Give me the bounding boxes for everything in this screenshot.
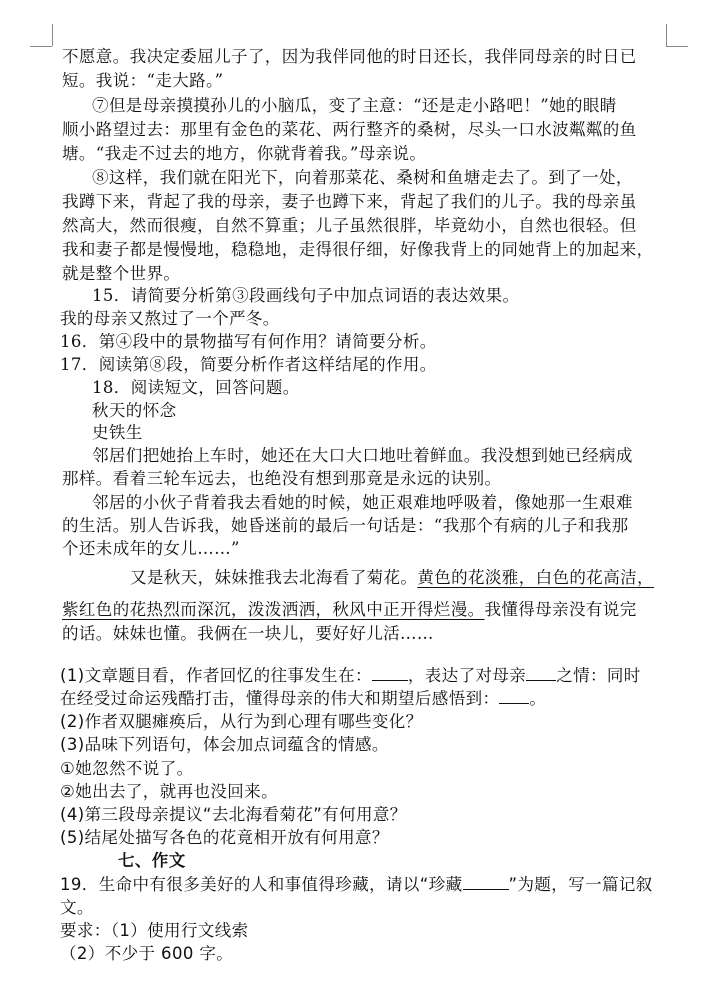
sub-question-1-text-a: (1)文章题目看，作者回忆的往事发生在： bbox=[60, 666, 372, 685]
sub-question-1-text-b: ，表达了对母亲 bbox=[407, 666, 527, 685]
sub-question-3-item-1: ①她忽然不说了。 bbox=[60, 759, 194, 778]
para-7-line-1: ⑦但是母亲摸摸孙儿的小脑瓜，变了主意：“还是走小路吧！”她的眼睛 bbox=[92, 96, 617, 115]
article-para-2-line-3: 个还未成年的女儿……” bbox=[62, 539, 240, 558]
answer-blank-3[interactable] bbox=[499, 687, 529, 704]
article-para-2-line-2: 的生活。别人告诉我，她昏迷前的最后一句话是：“我那个有病的儿子和我那 bbox=[62, 516, 629, 535]
underlined-sentence-part-2: 紫红色的花热烈而深沉，泼泼洒洒，秋风中正开得烂漫。 bbox=[62, 600, 485, 619]
article-para-3-line-1 bbox=[130, 566, 654, 590]
crop-mark-right-h bbox=[666, 46, 688, 47]
question-17: 17．阅读第⑧段，简要分析作者这样结尾的作用。 bbox=[60, 355, 437, 374]
article-para-1-line-2: 那样。看着三轮车远去，也绝没有想到那竟是永远的诀别。 bbox=[62, 469, 502, 488]
underlined-sentence-part-1: 黄色的花淡雅，白色的花高洁， bbox=[417, 568, 654, 587]
question-15-sentence: 我的母亲又熬过了一个严冬。 bbox=[60, 309, 280, 328]
crop-mark-left-v bbox=[52, 24, 53, 46]
question-15: 15．请简要分析第③段画线句子中加点词语的表达效果。 bbox=[92, 286, 520, 305]
sub-question-1-text-c: 之情：同时 bbox=[556, 666, 641, 685]
crop-mark-right-v bbox=[666, 24, 667, 46]
para-8-line-5: 就是整个世界。 bbox=[62, 264, 181, 283]
article-title: 秋天的怀念 bbox=[92, 401, 177, 420]
sub-question-1-line-1 bbox=[60, 664, 641, 688]
section-heading-composition: 七、作文 bbox=[118, 851, 186, 870]
sub-question-1-line-2 bbox=[60, 687, 546, 711]
question-19-text-a: 19．生命中有很多美好的人和事值得珍藏，请以“珍藏 bbox=[60, 875, 463, 894]
requirement-1: 要求：（1）使用行文线索 bbox=[60, 921, 249, 940]
answer-blank-1[interactable] bbox=[372, 664, 408, 681]
article-para-3-line-3: 的话。妹妹也懂。我俩在一块儿，要好好儿活…… bbox=[62, 624, 434, 643]
question-19-line-1 bbox=[60, 873, 653, 897]
requirement-2: （2）不少于 600 字。 bbox=[60, 944, 234, 963]
para-6-line-1: 不愿意。我决定委屈儿子了，因为我伴同他的时日还长，我伴同母亲的时日已 bbox=[62, 47, 637, 66]
question-19-text-b: ”为题，写一篇记叙 bbox=[508, 875, 653, 894]
title-blank[interactable] bbox=[463, 873, 509, 890]
article-para-2-line-1: 邻居的小伙子背着我去看她的时候，她正艰难地呼吸着，像她那一生艰难 bbox=[92, 493, 633, 512]
sub-question-2: (2)作者双腿瘫痪后，从行为到心理有哪些变化？ bbox=[60, 712, 423, 731]
crop-mark-left-h bbox=[30, 46, 52, 47]
article-author: 史铁生 bbox=[92, 423, 143, 442]
sub-question-1-text-e: 。 bbox=[529, 689, 547, 708]
article-para-3-line-2 bbox=[62, 598, 637, 622]
sub-question-5: (5)结尾处描写各色的花竟相开放有何用意？ bbox=[60, 828, 389, 847]
para-6-line-2: 短。我说：“走大路。” bbox=[62, 71, 224, 90]
sub-question-1-text-d: 在经受过命运残酷打击，懂得母亲的伟大和期望后感悟到： bbox=[60, 689, 500, 708]
question-18: 18．阅读短文，回答问题。 bbox=[92, 378, 300, 397]
para-7-line-2: 顺小路望过去：那里有金色的菜花、两行整齐的桑树，尽头一口水波粼粼的鱼 bbox=[62, 120, 637, 139]
article-para-3-text-2: 我懂得母亲没有说完 bbox=[484, 600, 637, 619]
article-para-1-line-1: 邻居们把她抬上车时，她还在大口大口地吐着鲜血。我没想到她已经病成 bbox=[92, 446, 633, 465]
para-8-line-4: 我和妻子都是慢慢地，稳稳地，走得很仔细，好像我背上的同她背上的加起来， bbox=[62, 240, 654, 259]
sub-question-3: (3)品味下列语句，体会加点词蕴含的情感。 bbox=[60, 735, 389, 754]
para-8-line-2: 我蹲下来，背起了我的母亲，妻子也蹲下来，背起了我们的儿子。我的母亲虽 bbox=[62, 192, 637, 211]
question-19-line-2: 文。 bbox=[60, 898, 94, 917]
article-para-3-text: 又是秋天，妹妹推我去北海看了菊花。 bbox=[130, 568, 418, 587]
question-16: 16．第④段中的景物描写有何作用？请简要分析。 bbox=[60, 332, 437, 351]
sub-question-4: (4)第三段母亲提议“去北海看菊花”有何用意？ bbox=[60, 805, 407, 824]
sub-question-3-item-2: ②她出去了，就再也没回来。 bbox=[60, 782, 278, 801]
para-8-line-1: ⑧这样，我们就在阳光下，向着那菜花、桑树和鱼塘走去了。到了一处， bbox=[92, 168, 633, 187]
para-7-line-3: 塘。“我走不过去的地方，你就背着我。”母亲说。 bbox=[62, 144, 427, 163]
para-8-line-3: 然高大，然而很瘦，自然不算重；儿子虽然很胖，毕竟幼小，自然也很轻。但 bbox=[62, 216, 637, 235]
answer-blank-2[interactable] bbox=[526, 664, 556, 681]
